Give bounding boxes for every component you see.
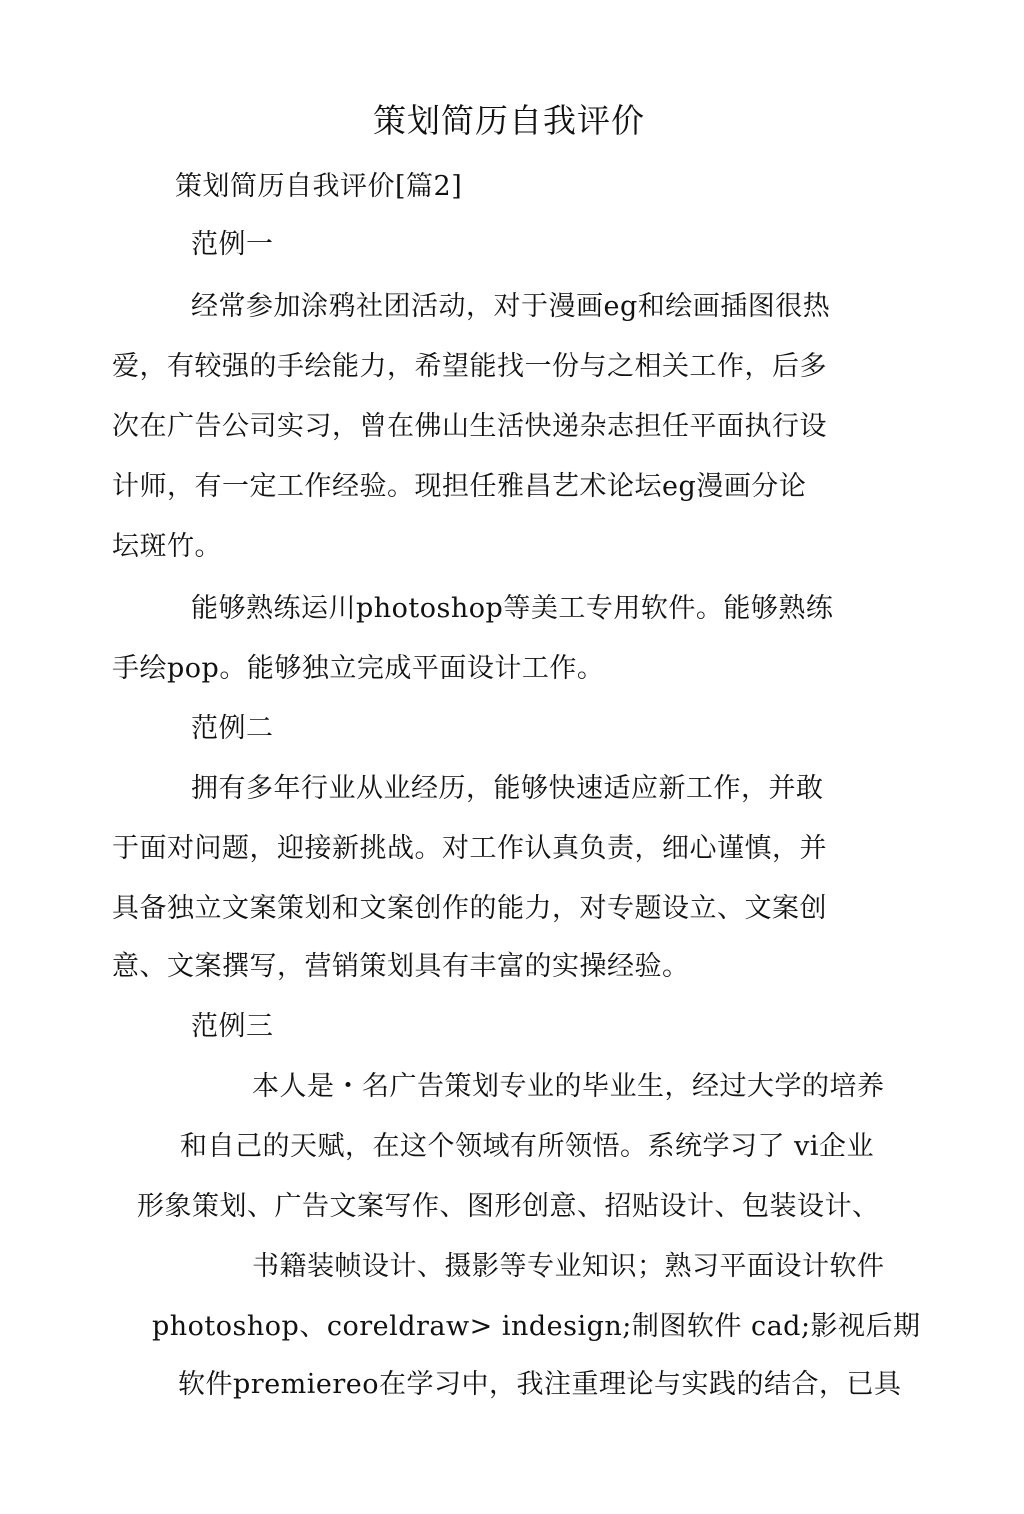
example-3-line: 软件premiereo在学习中，我注重理论与实践的结合，已具 (178, 1369, 902, 1400)
example-3-line: 和自己的天赋，在这个领域有所领悟。系统学习了 vi企业 (180, 1131, 874, 1162)
example-2-line: 具备独立文案策划和文案创作的能力，对专题设立、文案创 (112, 893, 827, 924)
example-1-line: 经常参加涂鸦社团活动，对于漫画eg和绘画插图很热 (191, 291, 831, 322)
example-2-line: 拥有多年行业从业经历，能够快速适应新工作，并敢 (191, 773, 824, 804)
example-1-line: 能够熟练运川photoshop等美工专用软件。能够熟练 (191, 593, 834, 624)
example-2-line: 意、文案撰写，营销策划具有丰富的实操经验。 (112, 951, 690, 982)
example-3-heading: 范例三 (191, 1011, 274, 1042)
example-1-line: 坛斑竹。 (112, 531, 222, 562)
example-2-line: 于面对问题，迎接新挑战。对工作认真负责，细心谨慎，并 (112, 833, 827, 864)
example-3-line: 形象策划、广告文案写作、图形创意、招贴设计、包装设计、 (137, 1191, 880, 1222)
example-1-line: 次在广告公司实习，曾在佛山生活快递杂志担任平面执行设 (112, 411, 827, 442)
example-1-line: 爱，有较强的手绘能力，希望能找一份与之相关工作，后多 (112, 351, 827, 382)
page-title: 策划简历自我评价 (373, 101, 645, 140)
example-3-line: 本人是・名广告策划专业的毕业生，经过大学的培养 (252, 1071, 885, 1102)
example-1-line: 手绘pop。能够独立完成平面设计工作。 (112, 653, 605, 684)
example-2-heading: 范例二 (191, 713, 274, 744)
section-subtitle: 策划简历自我评价[篇2] (175, 171, 463, 202)
example-1-line: 计师，有一定工作经验。现担任雅昌艺术论坛eg漫画分论 (112, 471, 807, 502)
example-3-line: 书籍装帧设计、摄影等专业知识；熟习平面设计软件 (252, 1251, 885, 1282)
example-3-line: photoshop、coreldraw> indesign;制图软件 cad;影视后期 (152, 1311, 921, 1342)
example-1-heading: 范例一 (191, 229, 274, 260)
